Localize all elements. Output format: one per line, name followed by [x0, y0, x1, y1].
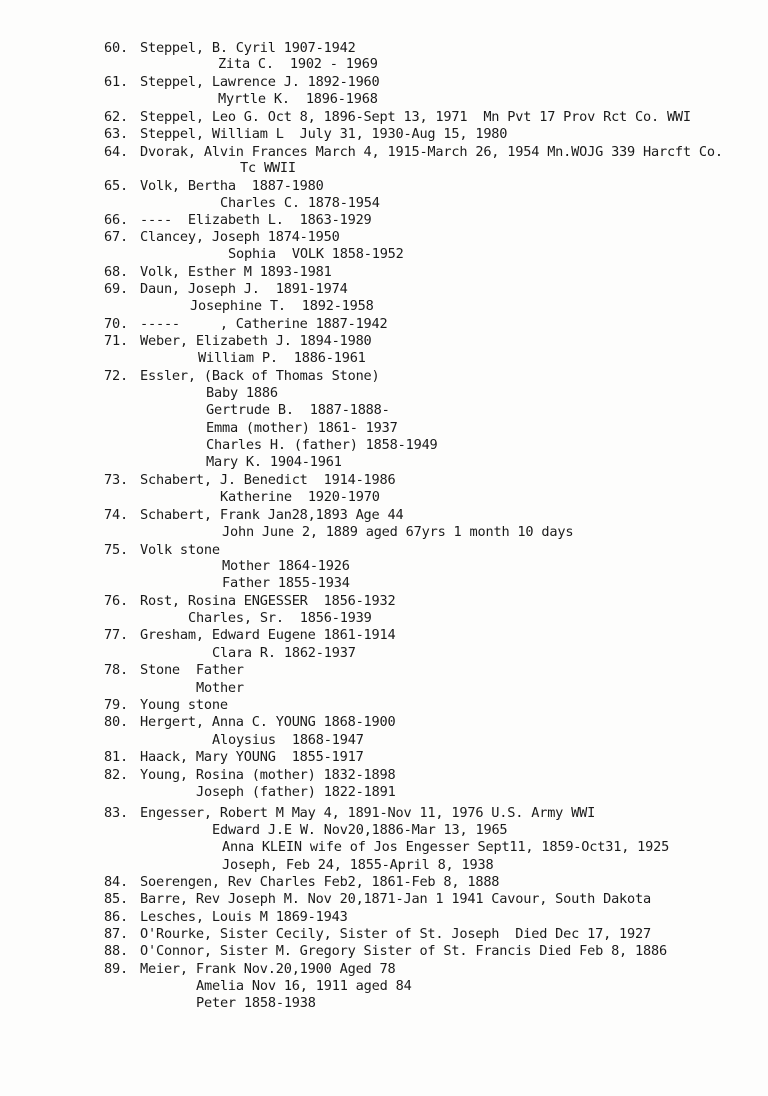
record-number: 75. — [104, 542, 128, 558]
record-number: 66. — [104, 212, 128, 228]
record-text: Steppel, B. Cyril 1907-1942 — [140, 40, 356, 56]
record-number: 61. — [104, 74, 128, 90]
record-text: Josephine T. 1892-1958 — [190, 298, 374, 314]
record-text: ---- Elizabeth L. 1863-1929 — [140, 212, 372, 228]
record-text: Young stone — [140, 697, 228, 713]
record-number: 70. — [104, 316, 128, 332]
record-text: Myrtle K. 1896-1968 — [218, 91, 378, 107]
record-line — [104, 542, 220, 559]
record-line — [104, 229, 340, 246]
record-line — [104, 805, 595, 822]
record-text: Joseph (father) 1822-1891 — [196, 784, 396, 800]
record-number: 77. — [104, 627, 128, 643]
record-line — [104, 714, 396, 731]
record-text: Volk stone — [140, 542, 220, 558]
record-line — [104, 126, 507, 143]
record-text: Weber, Elizabeth J. 1894-1980 — [140, 333, 372, 349]
record-line — [206, 454, 342, 471]
record-line — [222, 575, 350, 592]
record-line — [222, 524, 573, 541]
record-text: Gertrude B. 1887-1888- — [206, 402, 390, 418]
record-text: Meier, Frank Nov.20,1900 Aged 78 — [140, 961, 396, 977]
record-line — [104, 40, 356, 57]
record-line — [104, 874, 499, 891]
record-line — [104, 333, 372, 350]
record-number: 86. — [104, 909, 128, 925]
record-line — [228, 246, 404, 263]
record-line — [212, 732, 364, 749]
record-line — [220, 489, 380, 506]
record-line — [104, 593, 396, 610]
record-line — [198, 350, 366, 367]
record-text: Steppel, Leo G. Oct 8, 1896-Sept 13, 1971 Mn Pvt 17 Prov Rct Co. WWI — [140, 109, 691, 125]
record-text: Sophia VOLK 1858-1952 — [228, 246, 404, 262]
record-number: 72. — [104, 368, 128, 384]
record-text: Volk, Esther M 1893-1981 — [140, 264, 332, 280]
record-line — [104, 472, 396, 489]
record-text: Steppel, William L July 31, 1930-Aug 15, 1980 — [140, 126, 508, 142]
record-text: Baby 1886 — [206, 385, 278, 401]
record-line — [196, 978, 412, 995]
record-text: Charles H. (father) 1858-1949 — [206, 437, 438, 453]
record-text: William P. 1886-1961 — [198, 350, 366, 366]
record-line — [104, 961, 396, 978]
record-text: Lesches, Louis M 1869-1943 — [140, 909, 348, 925]
record-line — [222, 839, 669, 856]
record-line — [206, 402, 390, 419]
record-line — [220, 195, 380, 212]
record-line — [218, 91, 378, 108]
record-line — [104, 316, 388, 333]
record-number: 65. — [104, 178, 128, 194]
record-text: Clara R. 1862-1937 — [212, 645, 356, 661]
record-text: Aloysius 1868-1947 — [212, 732, 364, 748]
record-text: Zita C. 1902 - 1969 — [218, 56, 378, 72]
record-line — [196, 995, 316, 1012]
record-text: Mary K. 1904-1961 — [206, 454, 342, 470]
record-text: Steppel, Lawrence J. 1892-1960 — [140, 74, 380, 90]
record-line — [104, 909, 348, 926]
record-text: Peter 1858-1938 — [196, 995, 316, 1011]
record-line — [104, 368, 380, 385]
record-text: John June 2, 1889 aged 67yrs 1 month 10 days — [222, 524, 574, 540]
record-text: Essler, (Back of Thomas Stone) — [140, 368, 380, 384]
record-text: Joseph, Feb 24, 1855-April 8, 1938 — [222, 857, 494, 873]
record-line — [196, 784, 396, 801]
record-number: 60. — [104, 40, 128, 56]
record-text: Barre, Rev Joseph M. Nov 20,1871-Jan 1 1941 Cavour, South Dakota — [140, 891, 651, 907]
record-line — [104, 281, 348, 298]
record-line — [222, 857, 493, 874]
record-text: Charles C. 1878-1954 — [220, 195, 380, 211]
record-line — [104, 697, 228, 714]
record-line — [104, 264, 332, 281]
record-number: 68. — [104, 264, 128, 280]
record-number: 69. — [104, 281, 128, 297]
record-number: 63. — [104, 126, 128, 142]
record-number: 79. — [104, 697, 128, 713]
record-number: 87. — [104, 926, 128, 942]
record-text: Emma (mother) 1861- 1937 — [206, 420, 398, 436]
record-line — [206, 437, 438, 454]
record-number: 82. — [104, 767, 128, 783]
record-line — [218, 56, 378, 73]
record-number: 73. — [104, 472, 128, 488]
record-text: Tc WWII — [240, 160, 296, 176]
record-line — [104, 891, 651, 908]
record-line — [104, 178, 324, 195]
record-text: Anna KLEIN wife of Jos Engesser Sept11, 1859-Oct31, 1925 — [222, 839, 670, 855]
record-text: Gresham, Edward Eugene 1861-1914 — [140, 627, 396, 643]
record-text: Soerengen, Rev Charles Feb2, 1861-Feb 8, 1888 — [140, 874, 500, 890]
record-line — [104, 109, 691, 126]
record-line — [212, 822, 507, 839]
record-line — [104, 627, 396, 644]
record-number: 88. — [104, 943, 128, 959]
record-text: Schabert, J. Benedict 1914-1986 — [140, 472, 396, 488]
record-text: Rost, Rosina ENGESSER 1856-1932 — [140, 593, 396, 609]
record-number: 76. — [104, 593, 128, 609]
record-number: 81. — [104, 749, 128, 765]
record-text: Schabert, Frank Jan28,1893 Age 44 — [140, 507, 404, 523]
record-text: ----- , Catherine 1887-1942 — [140, 316, 388, 332]
record-text: Mother 1864-1926 — [222, 558, 350, 574]
record-text: Dvorak, Alvin Frances March 4, 1915-March 26, 1954 Mn.WOJG 339 Harcft Co. — [140, 144, 723, 160]
record-line — [104, 74, 380, 91]
record-line — [188, 610, 372, 627]
record-line — [104, 767, 396, 784]
record-number: 85. — [104, 891, 128, 907]
record-text: Engesser, Robert M May 4, 1891-Nov 11, 1976 U.S. Army WWI — [140, 805, 596, 821]
record-number: 74. — [104, 507, 128, 523]
record-line — [222, 558, 350, 575]
record-line — [206, 385, 278, 402]
record-line — [104, 926, 651, 943]
record-text: Charles, Sr. 1856-1939 — [188, 610, 372, 626]
record-text: Father 1855-1934 — [222, 575, 350, 591]
record-line — [104, 212, 372, 229]
record-text: Hergert, Anna C. YOUNG 1868-1900 — [140, 714, 396, 730]
record-number: 83. — [104, 805, 128, 821]
record-text: Amelia Nov 16, 1911 aged 84 — [196, 978, 412, 994]
record-text: Clancey, Joseph 1874-1950 — [140, 229, 340, 245]
record-number: 64. — [104, 144, 128, 160]
record-line — [206, 420, 398, 437]
record-text: Young, Rosina (mother) 1832-1898 — [140, 767, 396, 783]
record-text: Stone Father — [140, 662, 244, 678]
record-number: 78. — [104, 662, 128, 678]
record-text: Haack, Mary YOUNG 1855-1917 — [140, 749, 364, 765]
record-number: 80. — [104, 714, 128, 730]
record-number: 71. — [104, 333, 128, 349]
record-line — [104, 749, 364, 766]
record-line — [240, 160, 296, 177]
record-number: 62. — [104, 109, 128, 125]
record-line — [104, 144, 723, 161]
record-line — [104, 662, 244, 679]
record-line — [190, 298, 374, 315]
record-line — [212, 645, 356, 662]
record-line — [104, 943, 667, 960]
record-number: 67. — [104, 229, 128, 245]
record-number: 89. — [104, 961, 128, 977]
record-text: Mother — [196, 680, 244, 696]
record-text: Volk, Bertha 1887-1980 — [140, 178, 324, 194]
record-number: 84. — [104, 874, 128, 890]
record-line — [104, 507, 403, 524]
record-text: Daun, Joseph J. 1891-1974 — [140, 281, 348, 297]
record-text: Edward J.E W. Nov20,1886-Mar 13, 1965 — [212, 822, 508, 838]
record-text: O'Rourke, Sister Cecily, Sister of St. Joseph Died Dec 17, 1927 — [140, 926, 651, 942]
record-line — [196, 680, 244, 697]
record-text: O'Connor, Sister M. Gregory Sister of St. Francis Died Feb 8, 1886 — [140, 943, 667, 959]
record-text: Katherine 1920-1970 — [220, 489, 380, 505]
